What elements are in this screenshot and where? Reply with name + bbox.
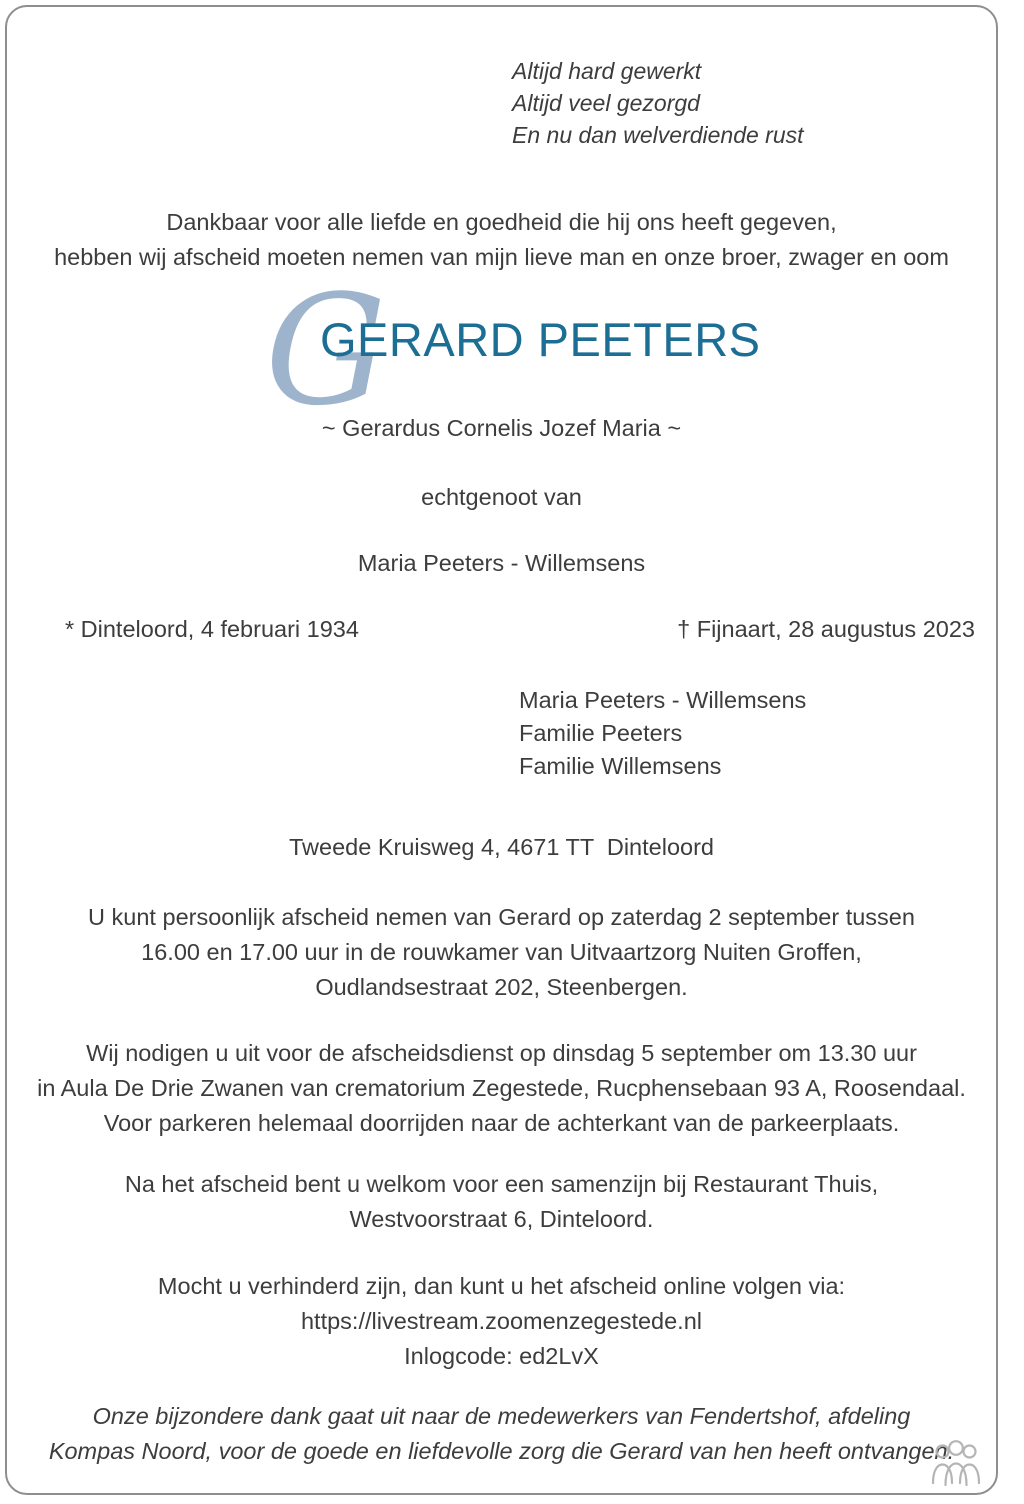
visitation-line-3: Oudlandsestraat 202, Steenbergen.	[315, 974, 688, 1000]
birth-date: * Dinteloord, 4 februari 1934	[65, 616, 359, 642]
gathering-line-2: Westvoorstraat 6, Dinteloord.	[349, 1206, 654, 1232]
life-dates-row	[65, 616, 975, 643]
survivor-line-2: Familie Peeters	[519, 720, 683, 746]
survivor-line-3: Familie Willemsens	[519, 753, 722, 779]
intro-line-1: Dankbaar voor alle liefde en goedheid die hij ons heeft gegeven,	[166, 209, 837, 235]
gathering-line-1: Na het afscheid bent u welkom voor een samenzijn bij Restaurant Thuis,	[124, 1171, 879, 1197]
correspondence-address: Tweede Kruisweg 4, 4671 TT Dinteloord	[289, 834, 714, 860]
deceased-alternate-name: ~ Gerardus Cornelis Jozef Maria ~	[321, 415, 682, 441]
gathering-paragraph	[37, 1167, 966, 1237]
monogram-letter-icon: G	[265, 262, 385, 439]
service-line-2: in Aula De Drie Zwanen van crematorium Zegestede, Rucphensebaan 93 A, Roosendaal.	[37, 1075, 966, 1101]
livestream-paragraph	[37, 1269, 966, 1374]
thanks-line-2: Kompas Noord, voor de goede en liefdevolle zorg die Gerard van hen heeft ontvangen.	[48, 1438, 955, 1464]
service-line-3: Voor parkeren helemaal doorrijden naar de achterkant van de parkeerplaats.	[103, 1110, 900, 1136]
group-people-icon	[928, 1439, 984, 1487]
service-line-1: Wij nodigen u uit voor de afscheidsdienst op dinsdag 5 september om 13.30 uur	[86, 1040, 917, 1066]
livestream-url[interactable]: https://livestream.zoomenzegestede.nl	[300, 1308, 702, 1334]
surviving-family-block	[519, 684, 806, 783]
livestream-intro-line: Mocht u verhinderd zijn, dan kunt u het afscheid online volgen via:	[157, 1273, 846, 1299]
memorial-card-inner	[7, 7, 996, 1493]
verse-line-2: Altijd veel gezorgd	[512, 90, 700, 116]
memorial-card	[5, 5, 998, 1495]
spouse-name: Maria Peeters - Willemsens	[357, 550, 646, 576]
death-date: † Fijnaart, 28 augustus 2023	[677, 616, 975, 642]
thanks-line-1: Onze bijzondere dank gaat uit naar de medewerkers van Fendertshof, afdeling	[92, 1403, 911, 1429]
visitation-line-2: 16.00 en 17.00 uur in de rouwkamer van Uitvaartzorg Nuiten Groffen,	[141, 939, 862, 965]
opening-verse	[512, 55, 804, 151]
deceased-full-name: GERARD PEETERS	[320, 313, 761, 366]
closing-thanks-paragraph	[37, 1399, 966, 1469]
verse-line-3: En nu dan welverdiende rust	[512, 122, 804, 148]
intro-line-2: hebben wij afscheid moeten nemen van mijn lieve man en onze broer, zwager en oom	[54, 244, 949, 270]
livestream-login-code: Inlogcode: ed2LvX	[404, 1343, 599, 1369]
verse-line-1: Altijd hard gewerkt	[512, 58, 702, 84]
service-paragraph	[37, 1036, 966, 1141]
visitation-line-1: U kunt persoonlijk afscheid nemen van Gerard op zaterdag 2 september tussen	[88, 904, 915, 930]
spouse-relation-label: echtgenoot van	[421, 484, 582, 510]
intro-paragraph	[7, 205, 996, 275]
survivor-line-1: Maria Peeters - Willemsens	[519, 687, 807, 713]
visitation-paragraph	[37, 900, 966, 1005]
